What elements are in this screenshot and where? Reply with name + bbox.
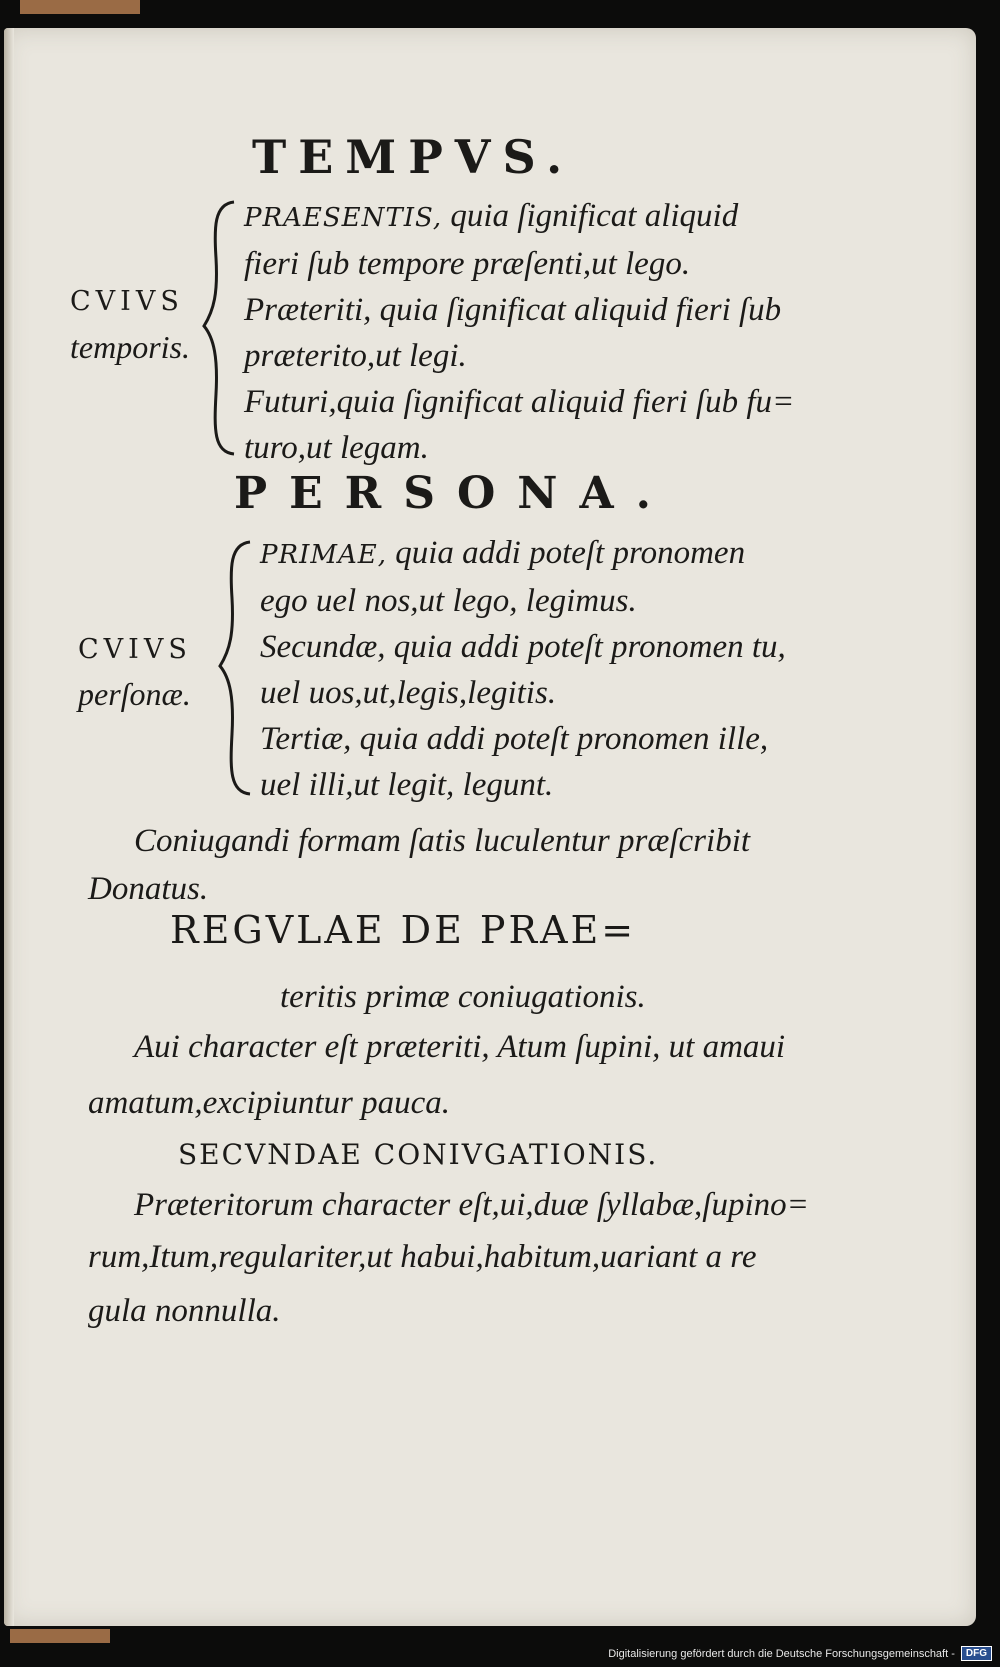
coniugandi-line: Coniugandi formam ſatis luculentur præſcribit (134, 823, 751, 859)
persona-side-label: CVIVS (78, 634, 192, 665)
binding-strip (20, 0, 140, 14)
persona-lines (260, 530, 786, 808)
tempus-line: præterito,ut legi. (244, 338, 467, 374)
persona-line (260, 530, 786, 578)
tempus-line: Præteriti, quia ſignificat aliquid fieri ſub (244, 292, 782, 328)
page-gutter (4, 28, 14, 1626)
secundae-heading: SECVNDAE CONIVGATIONIS. (178, 1138, 659, 1171)
persona-line-caps: PRIMAE, (260, 540, 387, 570)
tempus-line: Futuri,quia ſignificat aliquid fieri ſub fu= (244, 384, 795, 420)
persona-side-italic: perſonæ. (78, 676, 191, 712)
tempus-heading: TEMPVS. (252, 130, 575, 184)
persona-heading: PERSONA. (234, 468, 673, 519)
tempus-side-italic: temporis. (70, 329, 190, 365)
tempus-side-label: CVIVS (70, 286, 184, 317)
footer-text: Digitalisierung gefördert durch die Deutsche Forschungsgemeinschaft - (608, 1647, 955, 1660)
persona-brace (216, 538, 256, 798)
book-page (4, 28, 976, 1626)
persona-line-text: quia addi poteſt pronomen (386, 535, 746, 571)
persona-line: ego uel nos,ut lego, legimus. (260, 583, 637, 619)
secundae-line: rum,Itum,regulariter,ut habui,habitum,uariant a re (88, 1239, 757, 1275)
coniugandi-line: Donatus. (88, 871, 209, 907)
secundae-line: Præteritorum character eſt,ui,duæ ſyllabæ,ſupino= (134, 1187, 809, 1223)
dfg-logo: DFG (961, 1646, 992, 1661)
regulae-subheading: teritis primæ coniugationis. (280, 979, 646, 1015)
persona-line: uel uos,ut,legis,legitis. (260, 675, 557, 711)
tempus-brace (200, 198, 240, 458)
digitization-footer (608, 1646, 992, 1661)
tempus-line-text: quia ſignificat aliquid (442, 198, 739, 234)
tempus-line (244, 193, 794, 241)
persona-line: Tertiæ, quia addi poteſt pronomen ille, (260, 721, 769, 757)
regulae-line: amatum,excipiuntur pauca. (88, 1085, 451, 1121)
tempus-lines (244, 193, 794, 471)
persona-line: uel illi,ut legit, legunt. (260, 767, 554, 803)
tempus-line-caps: PRAESENTIS, (244, 203, 443, 233)
binding-strip-bottom (10, 1629, 110, 1643)
persona-line: Secundæ, quia addi poteſt pronomen tu, (260, 629, 786, 665)
tempus-line: fieri ſub tempore præſenti,ut lego. (244, 246, 691, 282)
tempus-line: turo,ut legam. (244, 430, 429, 466)
secundae-line: gula nonnulla. (88, 1293, 281, 1329)
regulae-line: Aui character eſt præteriti, Atum ſupini, ut amaui (134, 1029, 786, 1065)
regulae-heading: REGVLAE DE PRAE= (170, 908, 637, 952)
